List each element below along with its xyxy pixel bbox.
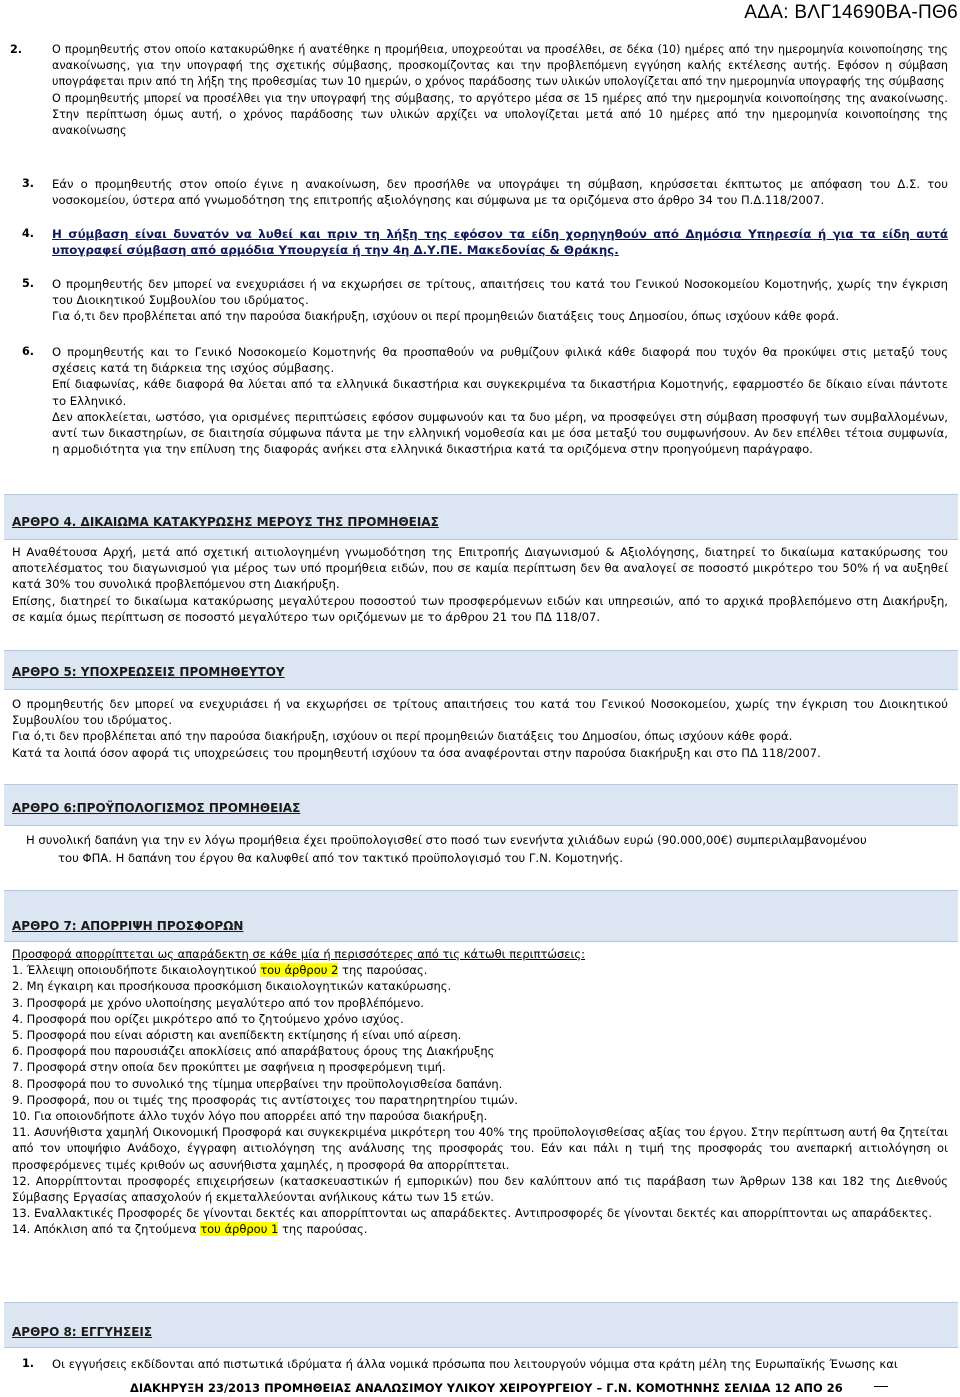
list-item: 9. Προσφορά, που οι τιμές της προσφοράς τις αντίστοιχες του παρατηρητηρίου τιμών. (12, 1092, 518, 1107)
list-item: 2. Μη έγκαιρη και προσήκουσα προσκόμιση δικαιολογητικών κατακύρωσης. (12, 979, 452, 994)
list-item: 5. Προσφορά που είναι αόριστη και ανεπίδεκτη εκτίμησης ή είναι υπό αίρεση. (12, 1028, 462, 1043)
highlighted-reference: του άρθρου 1 (200, 1222, 279, 1237)
list-item: 12. Απορρίπτονται προσφορές επιχειρήσεων (κατασκευαστικών ή εμπορικών) που δεν καλύπτουν από τις παράβαση των Άρθρων 138 και 182 της Διεθνούς Σύμβασης Εργασίας απασχολούν ή εκμεταλλεύονται ανήλικους κάτω των 15 ετών. (12, 1173, 948, 1205)
item-4-text: Η σύμβαση είναι δυνατόν να λυθεί και πριν τη λήξη της εφόσον τα είδη χορηγηθούν από Δημόσια Υπηρεσία ή για τα είδη αυτά υπογραφεί σύμβαση από αρμόδια Υπουργεία ή την 4η Δ.Υ.ΠΕ. Μακεδονίας & Θράκης. (52, 227, 948, 258)
item-2-extra: Ο προμηθευτής μπορεί να προσέλθει για την υπογραφή της σύμβασης, το αργότερο μέσα σε 15 ημέρες από την ημερομηνία κοινοποίησης της ανακοίνωσης. Στην περίπτωση όμως αυτή, ο χρόνος παράδοσης των υλικών αρχίζει να υπολογίζεται μετά από 10 ημέρες από την ημερομηνία κοινοποίησης της ανακοίνωσης (52, 91, 948, 138)
article-5-paragraph-1: Ο προμηθευτής δεν μπορεί να ενεχυριάσει ή να εκχωρήσει σε τρίτους απαιτήσεις του κατά του Γενικού Νοσοκομείου, χωρίς την έγκριση του Διοικητικού Συμβουλίου του ιδρύματος. (12, 697, 948, 728)
list-item: 1. Έλλειψη οποιουδήποτε δικαιολογητικού του άρθρου 2 της παρούσας. (12, 963, 428, 978)
article-5-heading-box (4, 650, 958, 690)
article-6-title: ΑΡΘΡΟ 6:ΠΡΟΫΠΟΛΟΓΙΣΜΟΣ ΠΡΟΜΗΘΕΙΑΣ (12, 801, 301, 815)
article-6-line-2: του ΦΠΑ. Η δαπάνη του έργου θα καλυφθεί από τον τακτικό προϋπολογισμό του Γ.Ν. Κομοτηνής. (58, 851, 623, 865)
item-6-extra: Επί διαφωνίας, κάθε διαφορά θα λύεται από τα ελληνικά δικαστήρια και συγκεκριμένα τα δικαστήρια Κομοτηνής, εφαρμοστέο δε δίκαιο είναι πάντοτε το Ελληνικό. (52, 377, 948, 408)
item-number: 5. (22, 277, 35, 290)
footer-dash (874, 1386, 888, 1387)
item-3-text: Εάν ο προμηθευτής στον οποίο έγινε η ανακοίνωση, δεν προσήλθε να υπογράψει τη σύμβαση, κηρύσσεται έκπτωτος με απόφαση του Δ.Σ. του νοσοκομείου, ύστερα από γνωμοδότηση της επιτροπής αξιολόγησης και σύμφωνα με τα οριζόμενα στο άρθρο 34 του Π.Δ.118/2007. (52, 177, 948, 208)
article-5-paragraph-3: Κατά τα λοιπά όσον αφορά τις υποχρεώσεις του προμηθευτή ισχύουν τα όσα αναφέρονται στην παρούσα διακήρυξη και στο ΠΔ 118/2007. (12, 745, 821, 760)
item-2-text (52, 42, 948, 139)
item-number: 3. (22, 177, 35, 190)
article-7-heading-box (4, 890, 958, 942)
page-footer: ΔΙΑΚΗΡΥΞΗ 23/2013 ΠΡΟΜΗΘΕΙΑΣ ΑΝΑΛΩΣΙΜΟΥ ΥΛΙΚΟΥ ΧΕΙΡΟΥΡΓΕΙΟΥ – Γ.Ν. ΚΟΜΟΤΗΝΗΣ ΣΕΛΙΔΑ 12 ΑΠΟ 26 (130, 1381, 843, 1395)
item-5-paragraph: Ο προμηθευτής δεν μπορεί να ενεχυριάσει ή να εκχωρήσει σε τρίτους, απαιτήσεις του κατά του Γενικού Νοσοκομείου Κομοτηνής, χωρίς την έγκριση του Διοικητικού Συμβουλίου του ιδρύματος. (52, 277, 948, 308)
item-number: 4. (22, 227, 35, 240)
article-5-body (12, 696, 948, 761)
item-number: 1. (22, 1357, 35, 1370)
article-7-title: ΑΡΘΡΟ 7: ΑΠΟΡΡΙΨΗ ΠΡΟΣΦΟΡΩΝ (12, 919, 244, 933)
item-6-extra2: Δεν αποκλείεται, ωστόσο, για ορισμένες περιπτώσεις εφόσον συμφωνούν και τα δυο μέρη, να προσφεύγει στη σύμβαση προσφυγή των συμβαλλομένων, αντί των δικαστηρίων, σε διαιτησία σύμφωνα πάντα με την ελληνική νομοθεσία και με όσα μεταξύ του συμφωνήσουν. Αν δεν επέλθει τέτοια συμφωνία, η αρμοδιότητα για την επίλυση της διαφοράς ανήκει στα ελληνικά δικαστήρια κατά τα οριζόμενα στην προηγούμενη παράγραφο. (52, 409, 948, 457)
article-6-line-1: Η συνολική δαπάνη για την εν λόγω προμήθεια έχει προϋπολογισθεί στο ποσό των ενενήντα χιλιάδων ευρώ (90.000,00€) συμπεριλαμβανομένου (26, 833, 867, 847)
article-6-heading-box (4, 784, 958, 826)
article-4-paragraph-1: Η Αναθέτουσα Αρχή, μετά από σχετική αιτιολογημένη γνωμοδότηση της Επιτροπής Διαγωνισμού & Αξιολόγησης, διατηρεί το δικαίωμα κατακύρωσης του αποτελέσματος του διαγωνισμού για μέρος των υπό προμήθεια ειδών, που σε καμία περίπτωση δεν θα αναλογεί σε ποσοστό μικρότερο του 50% ή να αυξηθεί κατά 30% του συνολικά προβλεπόμενου στη Διακήρυξη. (12, 545, 948, 592)
list-item: 4. Προσφορά που ορίζει μικρότερο από το ζητούμενο χρόνο ισχύος. (12, 1011, 404, 1026)
article-7-body (12, 946, 948, 1238)
article-8-heading-box (4, 1302, 958, 1348)
article-4-title: ΑΡΘΡΟ 4. ΔΙΚΑΙΩΜΑ ΚΑΤΑΚΥΡΩΣΗΣ ΜΕΡΟΥΣ ΤΗΣ ΠΡΟΜΗΘΕΙΑΣ (12, 515, 439, 529)
list-item: 3. Προσφορά με χρόνο υλοποίησης μεγαλύτερο από τον προβλέπόμενο. (12, 995, 424, 1010)
article-7-intro: Προσφορά απορρίπτεται ως απαράδεκτη σε κάθε μία ή περισσότερες από τις κάτωθι περιπτώσεις: (12, 947, 586, 961)
article-8-title: ΑΡΘΡΟ 8: ΕΓΓΥΗΣΕΙΣ (12, 1325, 153, 1339)
article-5-paragraph-2: Για ό,τι δεν προβλέπεται από την παρούσα διακήρυξη, ισχύουν οι περί προμηθειών διατάξεις του Δημοσίου, όπως ισχύουν κάθε φορά. (12, 729, 793, 744)
item-5-text (52, 276, 948, 325)
item-number: 6. (22, 345, 35, 358)
list-item: 6. Προσφορά που παρουσιάζει αποκλίσεις από απαράβατους όρους της Διακήρυξης (12, 1044, 495, 1059)
item-6-paragraph: Ο προμηθευτής και το Γενικό Νοσοκομείο Κομοτηνής θα προσπαθούν να ρυθμίζουν φιλικά κάθε διαφορά που τυχόν θα προκύψει στις μεταξύ τους σχέσεις κατά τη διάρκεια της ισχύος σύμβασης. (52, 345, 948, 376)
list-item: 11. Ασυνήθιστα χαμηλή Οικονομική Προσφορά και συγκεκριμένα μικρότερη του 40% της προϋπολογισθείσας αξίας του έργου. Στην περίπτωση αυτή θα ζητείται από τον υποψήφιο Ανάδοχο, έγγραφη αιτιολόγηση της ανάλυσης της προσφοράς του. Εάν και πάλι η τιμή της προσφοράς του ανεπαρκή αιτιολόγηση οι προσφερόμενες τιμές κριθούν ως ασυνήθιστα χαμηλές, η προσφορά θα απορρίπτεται. (12, 1125, 948, 1172)
list-item: 13. Εναλλακτικές Προσφορές δε γίνονται δεκτές και απορρίπτονται ως απαράδεκτες. Αντιπροσφορές δε γίνονται δεκτές και απορρίπτονται ως απαράδεκτες. (12, 1206, 933, 1221)
item-6-text (52, 344, 948, 457)
list-item: 7. Προσφορά στην οποία δεν προκύπτει με σαφήνεια η προσφερόμενη τιμή. (12, 1060, 446, 1075)
item-5-extra: Για ό,τι δεν προβλέπεται από την παρούσα διακήρυξη, ισχύουν οι περί προμηθειών διατάξεις τους Δημοσίου, όπως ισχύουν κάθε φορά. (52, 309, 840, 324)
article-5-title: ΑΡΘΡΟ 5: ΥΠΟΧΡΕΩΣΕΙΣ ΠΡΟΜΗΘΕΥΤΟΥ (12, 665, 285, 679)
highlighted-reference: του άρθρου 2 (260, 963, 339, 978)
ada-code: ΑΔΑ: ΒΛΓ14690ΒΑ-ΠΘ6 (744, 2, 958, 23)
article-4-heading-box (4, 494, 958, 540)
list-item: 10. Για οποιονδήποτε άλλο τυχόν λόγο που απορρέει από την παρούσα διακήρυξη. (12, 1109, 488, 1124)
item-number: 2. (10, 43, 23, 56)
article-8-text: Οι εγγυήσεις εκδίδονται από πιστωτικά ιδρύματα ή άλλα νομικά πρόσωπα που λειτουργούν νόμιμα στα κράτη μέλη της Ευρωπαϊκής Ένωσης και (52, 1357, 898, 1371)
list-item: 14. Απόκλιση από τα ζητούμενα του άρθρου 1 της παρούσας. (12, 1222, 368, 1237)
article-4-paragraph-2: Επίσης, διατηρεί το δικαίωμα κατακύρωσης μεγαλύτερου ποσοστού των προσφερόμενων ειδών και υπηρεσιών, από το αρχικά προβλεπόμενο στη Διακήρυξη, σε καμία όμως περίπτωση σε ποσοστό μεγαλύτερο των οριζόμενων με το άρθρου 21 του ΠΔ 118/07. (12, 593, 948, 624)
article-4-body (12, 544, 948, 625)
item-2-paragraph: Ο προμηθευτής στον οποίο κατακυρώθηκε ή ανατέθηκε η προμήθεια, υποχρεούται να προσέλθει, σε δέκα (10) ημέρες από την ημερομηνία κοινοποίησης της ανακοίνωσης, για την υπογραφή της σχετικής σύμβασης, προσκομίζοντας και την προβλεπόμενη εγγύηση καλής εκτέλεσης αυτής. Εφόσον η σύμβαση υπογράφεται πριν από τη λήξη της προθεσμίας των 10 ημερών, ο χρόνος παράδοσης των υλικών υπολογίζεται από την ημερομηνία υπογραφής της σύμβασης (52, 43, 948, 89)
list-item: 8. Προσφορά που το συνολικό της τίμημα υπερβαίνει την προϋπολογισθείσα δαπάνη. (12, 1076, 503, 1091)
